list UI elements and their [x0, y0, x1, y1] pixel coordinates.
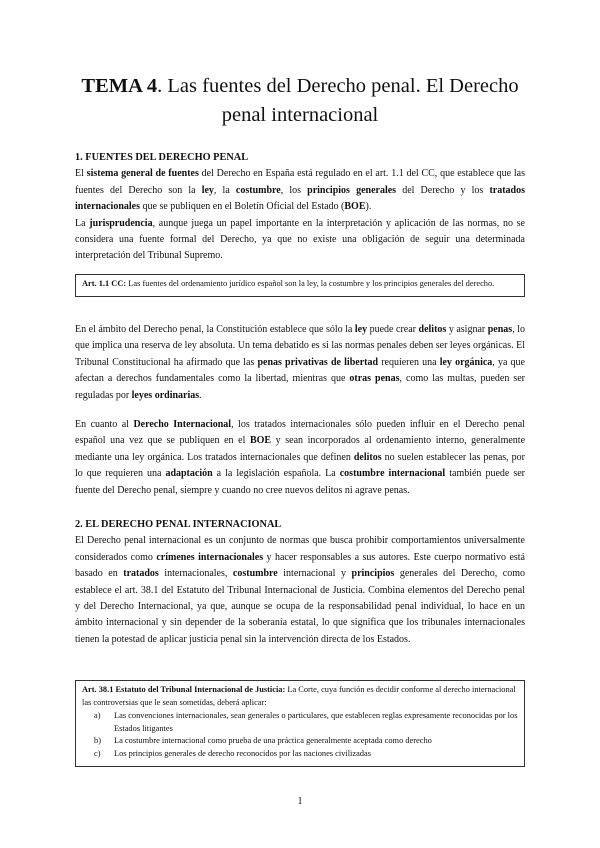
section-1-paragraph-3 [75, 322, 525, 404]
section-1-paragraph-2 [75, 216, 525, 265]
text-run: , los [280, 184, 308, 196]
bold-run: costumbre [235, 184, 281, 196]
title-rest: . Las fuentes del Derecho penal. El Derecho penal internacional [157, 75, 519, 126]
bold-run: ley orgánica [439, 356, 493, 368]
text-run: y asignar [446, 324, 488, 335]
bold-run: penas privativas de libertad [257, 356, 379, 368]
bold-run: BOE [344, 201, 366, 213]
page-title [75, 72, 525, 130]
text-run: El Derecho penal internacional es un conjunto de normas que busca prohibir comportamientos universalmente considerados como [75, 535, 525, 563]
title-prefix: TEMA 4 [81, 75, 158, 97]
bold-run: Derecho Internacional [133, 419, 232, 430]
section-2-heading: 2. EL DERECHO PENAL INTERNACIONAL [75, 519, 282, 530]
quote-text: Las fuentes del ordenamiento jurídico español son la ley, la costumbre y los principios generales del derecho. [126, 279, 495, 288]
text-run: , lo que implica una reserva de ley absoluta. Un tema debatido es si las normas penales deben ser leyes orgánicas. El Tribunal Constitucional ha afirmado que las [75, 324, 525, 368]
text-run: que se publiquen en el Boletín Oficial del Estado ( [140, 201, 345, 213]
section-2 [75, 517, 525, 648]
text-run: internacional y [277, 568, 352, 580]
bold-run: sistema general de fuentes [86, 168, 199, 180]
list-item-text: Las convenciones internacionales, sean generales o particulares, que establecen reglas expresamente reconocidas por los Estados litigantes [114, 711, 518, 733]
section-1-paragraph-4 [75, 417, 525, 499]
text-run: generales del Derecho, como establece el art. 38.1 del Estatuto del Tribunal Internacional de Justicia. Combina elementos del Derecho penal y del Derecho Internacional, ya que, aunque se ocupa de la responsabilidad penal individual, lo hace en un ámbito internacional y sin depender de la soberanía estatal, lo que significa que los tribunales internacionales tienen la potestad de aplicar justicia penal sin la intervención directa de los Estados. [75, 568, 525, 645]
text-run: del Derecho en España está regulado en el art. 1.1 del CC, que establece que las fuentes del Derecho son la [75, 168, 526, 196]
list-item [94, 710, 518, 735]
list-item [94, 735, 518, 748]
section-1-paragraph-1 [75, 166, 525, 215]
section-1-heading: 1. FUENTES DEL DERECHO PENAL [75, 152, 249, 163]
text-run: . [199, 389, 202, 401]
list-marker: a) [94, 711, 101, 721]
bold-run: tratados internacionales [75, 184, 526, 213]
bold-run: ley [201, 184, 214, 196]
quote-list [82, 710, 518, 760]
section-1-body-b [75, 417, 525, 499]
bold-run: jurisprudencia [89, 217, 153, 229]
text-run: y sean incorporados al ordenamiento interno, generalmente mediante una ley orgánica. Los tratados internacionales que definen [75, 435, 526, 463]
bold-run: penas [487, 324, 513, 335]
quote-label: Art. 1.1 CC: [82, 279, 127, 288]
legal-quote-box-tij [75, 680, 525, 767]
text-run: , ya que afectan a derechos fundamentales como la libertad, mientras que [75, 356, 525, 385]
text-run: también puede ser fuente del Derecho penal, siempre y cuando no cree nuevos delitos ni agrave penas. [75, 468, 525, 496]
bold-run: principios generales [307, 184, 397, 196]
quote-label: Art. 38.1 Estatuto del Tribunal Internacional de Justicia: [82, 685, 286, 694]
text-run: a la legislación española. La [212, 468, 340, 480]
legal-quote-box-cc [75, 274, 525, 297]
bold-run: delitos [353, 451, 382, 463]
text-run: puede crear [367, 324, 419, 335]
list-item [94, 748, 518, 761]
bold-run: tratados [123, 568, 159, 580]
text-run: En el ámbito del Derecho penal, la Constitución establece que sólo la [75, 324, 355, 335]
list-item-text: Los principios generales de derecho reconocidos por las naciones civilizadas [114, 748, 371, 758]
bold-run: crímenes internacionales [156, 551, 264, 563]
bold-run: BOE [249, 435, 272, 447]
section-1-body-a [75, 322, 525, 404]
bold-run: delitos [418, 324, 447, 335]
list-item-text: La costumbre internacional como prueba de una práctica generalmente aceptada como derecho [114, 736, 432, 746]
text-run: , como las multas, pueden ser reguladas por [75, 373, 525, 401]
bold-run: otras penas [349, 373, 400, 385]
bold-run: leyes ordinarias [131, 389, 200, 401]
text-run: y hacer responsables a sus autores. Este cuerpo normativo está basado en [75, 551, 525, 580]
quote-text: La Corte, cuya función es decidir conforme al derecho internacional las controversias que le sean sometidas, deberá aplicar: [82, 685, 516, 707]
bold-run: costumbre [232, 568, 278, 580]
text-run: La [75, 217, 90, 229]
text-run: del Derecho y los [396, 184, 490, 196]
text-run: internacionales, [158, 568, 233, 580]
text-run: , aunque juega un papel importante en la interpretación y aplicación de las normas, no se considera una fuente formal del Derecho, ya que no existe una obligación de seguir una determinada interpretación del Tribunal Supremo. [75, 217, 525, 262]
bold-run: adaptación [165, 468, 213, 480]
text-run: , los tratados internacionales sólo pueden influir en el Derecho penal español una vez que se publiquen en el [75, 419, 525, 447]
section-1-intro [75, 150, 525, 265]
text-run: ). [365, 201, 372, 213]
list-marker: c) [94, 748, 101, 758]
page-number: 1 [297, 796, 303, 807]
bold-run: ley [354, 324, 368, 335]
text-run: , la [213, 184, 236, 196]
text-run: no suelen establecer las penas, por lo que requieren una [75, 451, 525, 480]
bold-run: principios [351, 568, 395, 580]
bold-run: costumbre internacional [339, 468, 446, 480]
list-marker: b) [94, 736, 101, 746]
text-run: El [75, 168, 87, 180]
text-run: requieren una [378, 356, 440, 368]
text-run: En cuanto al [75, 419, 134, 430]
section-2-paragraph-1 [75, 533, 525, 648]
